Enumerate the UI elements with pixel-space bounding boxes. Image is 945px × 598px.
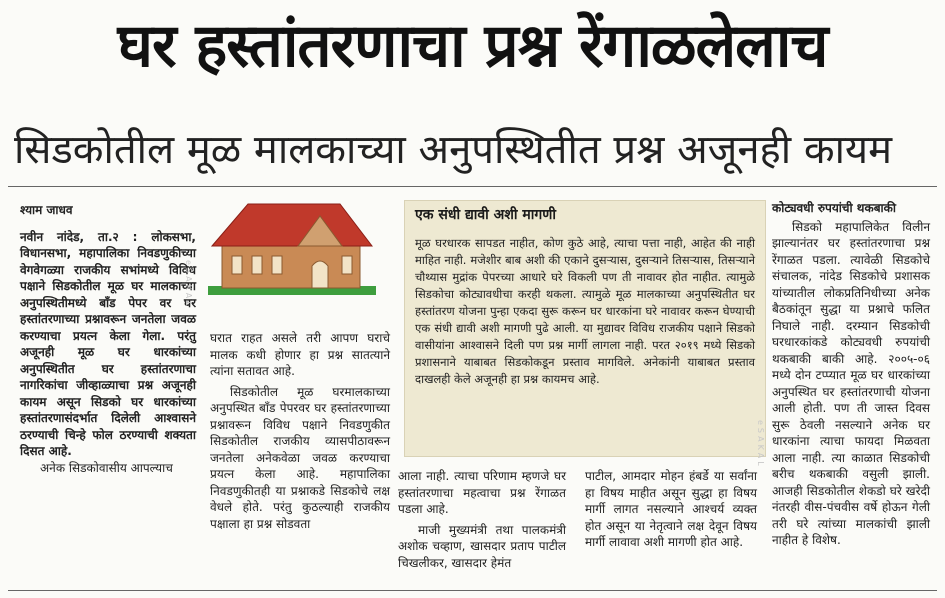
column-3 [398, 468, 566, 571]
highlight-box [404, 200, 766, 457]
section-heading: कोट्यवधी रुपयांची थकबाकी [772, 201, 896, 215]
subheadline: सिडकोतील मूळ मालकाच्या अनुपस्थितीत प्रश्न अजूनही कायम [14, 127, 893, 173]
top-rule [8, 186, 937, 187]
column-5 [772, 200, 930, 549]
paragraph: आला नाही. त्याचा परिणाम म्हणजे घर हस्तांतरणाचा महत्वाचा प्रश्न रेंगाळत पडला आहे. [398, 469, 566, 516]
paragraph: सिडको महापालिकेत विलीन झाल्यानंतर घर हस्तांतरणाचा प्रश्न रेंगाळत पडला. त्यावेळी सिडकोचे संचालक, नांदेड सिडकोचे प्रशासक यांच्यातील लोकप्रतिनिधीच्या अनेक बैठकांतून सुद्धा या प्रश्नाचे फलित निघाले नाही. दरम्यान सिडकोची घरधारकांकडे कोट्यवधी रुपयांची थकबाकी बाकी आहे. २००५-०६ मध्ये दोन टप्प्यात मूळ घर धारकांच्या अनुपस्थित घर हस्तांतरणाची योजना आली होती. पण ती जास्त दिवस सुरू ठेवली नसल्याने अनेक घर धारकांना त्याचा फायदा मिळवता आला नाही. त्या काळात सिडकोची बरीच थकबाकी वसुली झाली. आजही सिडकोतील शेकडो घरे खरेदी नंतरही वीस-पंचवीस वर्षे होऊन गेली तरी घरे त्यांच्या मालकांची झाली नाहीत हे विशेष. [772, 219, 930, 547]
box-text [415, 235, 755, 388]
box-title: एक संधी द्यावी अशी मागणी [415, 207, 557, 223]
paragraph: अनेक सिडकोवासीय आपल्याच [40, 460, 173, 475]
paragraph: घरात राहत असले तरी आपण घराचे मालक कधी होणार हा प्रश्न सातत्याने त्यांना सतावत आहे. [210, 331, 390, 378]
roof [212, 204, 372, 246]
headline: घर हस्तांतरणाचा प्रश्न रेंगाळलेलाच [117, 11, 828, 81]
watermark: eSAKAL [184, 260, 193, 309]
paragraph: पाटील, आमदार मोहन हंबर्डे या सर्वांना हा विषय माहीत असून सुद्धा हा विषय मार्गी लागत नसल्याने आश्चर्य व्यक्त होत असून या नेतृत्वाने लक्ष देवून विषय मार्गी लावावा अशी मागणी होत आहे. [585, 469, 757, 549]
watermark: eSAKAL [756, 420, 765, 469]
byline: श्याम जाधव [20, 203, 73, 217]
column-2 [210, 330, 390, 532]
paragraph: सिडकोतील मूळ घरमालकाच्या अनुपस्थित बाँड पेपरवर घर हस्तांतरणाच्या प्रश्नावरून विविध पक्षाने निवडणुकीत सिडकोतील राजकीय व्यासपीठावरून जनतेला अनेकवेळा जवळ करण्याचा प्रयत्न केला आहे. महापालिका निवडणुकीतही या प्रश्नाकडे सिडकोचे लक्ष वेधले होते. परंतु कुठल्याही राजकीय पक्षाला हा प्रश्न सोडवता [210, 384, 390, 531]
column-1 [20, 202, 196, 476]
lead-paragraph: नवीन नांदेड, ता.२ : लोकसभा, विधानसभा, महापालिका निवडणुकीच्या वेगवेगळ्या राजकीय सभांमध्ये विविध पक्षाने सिडकोतील मूळ घर मालकाच्या अनुपस्थितीमध्ये बाँड पेपर वर घर हस्तांतरणाच्या प्रश्नावरून जनतेला जवळ करण्याचा प्रयत्न केला गेला. परंतु अजूनही मूळ घर धारकांच्या अनुपस्थितीत घर हस्तांतरणाचा नागरिकांचा जीव्हाळ्याचा प्रश्न अजूनही कायम असून सिडको घर धारकांच्या हस्तांतरणासंदर्भात दिलेली आश्वासने ठरण्याची चिन्हे फोल ठरण्याची शक्यता दिसत आहे. [20, 229, 196, 458]
box-paragraph: मूळ घरधारक सापडत नाहीत, कोण कुठे आहे, त्याचा पत्ता नाही, आहेत की नाही माहित नाही. मजेशीर बाब अशी की एकाने दुसऱ्यास, दुसऱ्याने तिसऱ्यास, तिसऱ्याने चौथ्यास मुद्रांक पेपरच्या आधारे घरे विकली पण ती नावावर होत नाहीत. त्यामुळे सिडकोचा कोट्यावधीचा करही थकला. त्यामुळे मूळ मालकाच्या अनुपस्थितीत घर हस्तांतरण योजना पुन्हा एकदा सुरू करून घर धारकांना घरे नावावर करून घेण्याची एक संधी द्यावी अशी मागणी पुढे आली. या मुद्यावर विविध राजकीय पक्षाने सिडको वासीयांना आश्वासने दिली पण प्रश्न मार्गी लागला नाही. परत २०१९ मध्ये सिडको प्रशासनाने याबाबत सिडकोकडून प्रस्ताव मागविले. अनेकांनी याबाबत प्रस्ताव दाखलही केले अजूनही हा प्रश्न कायमच आहे. [415, 236, 755, 386]
bottom-rule [8, 590, 937, 591]
house-illustration [208, 198, 376, 298]
column-4 [585, 468, 757, 551]
paragraph: माजी मुख्यमंत्री तथा पालकमंत्री अशोक चव्हाण, खासदार प्रताप पाटील चिखलीकर, खासदार हेमंत [398, 522, 566, 570]
